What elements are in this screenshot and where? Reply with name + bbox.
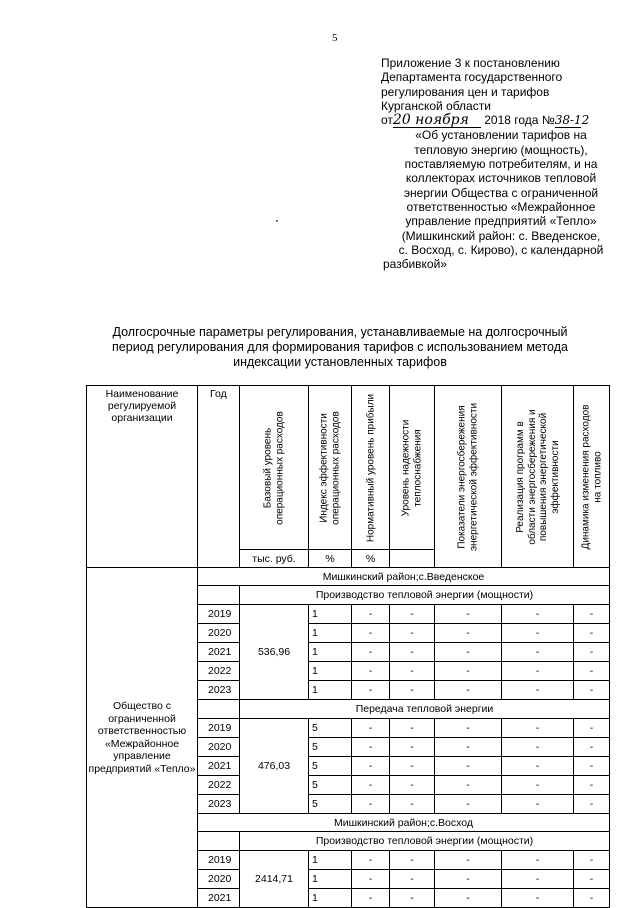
efficiency-index-cell: 1 <box>309 851 352 870</box>
header-efficiency-index: Индекс эффективности операционных расходов <box>309 386 352 550</box>
programs-cell: - <box>502 719 574 738</box>
handwritten-date: 20 ноября <box>393 113 481 128</box>
profit-cell: - <box>352 681 390 700</box>
energy-saving-cell: - <box>435 757 502 776</box>
efficiency-index-cell: 1 <box>309 605 352 624</box>
reliability-cell: - <box>390 605 435 624</box>
title-line: индексации установленных тарифов <box>233 355 447 369</box>
fuel-dynamics-cell: - <box>574 795 610 814</box>
year-cell: 2023 <box>198 681 240 700</box>
subject-line: энергии Общества с ограниченной <box>403 185 599 200</box>
energy-saving-cell: - <box>435 738 502 757</box>
header-year: Год <box>198 386 240 568</box>
year-cell: 2020 <box>198 870 240 889</box>
organization-name: Общество с ограниченной ответственностью «Межрайонное управление предприятий «Тепло» <box>87 568 198 908</box>
programs-cell: - <box>502 643 574 662</box>
efficiency-index-cell: 1 <box>309 681 352 700</box>
subject-line: управление предприятий «Тепло» <box>405 214 597 229</box>
fuel-dynamics-cell: - <box>574 605 610 624</box>
reliability-cell: - <box>390 870 435 889</box>
fuel-dynamics-cell: - <box>574 624 610 643</box>
profit-cell: - <box>352 624 390 643</box>
district-row <box>87 568 610 586</box>
energy-saving-cell: - <box>435 605 502 624</box>
fuel-dynamics-cell: - <box>574 662 610 681</box>
energy-saving-cell: - <box>435 870 502 889</box>
unit-base-level: тыс. руб. <box>240 550 309 568</box>
profit-cell: - <box>352 870 390 889</box>
fuel-dynamics-cell: - <box>574 776 610 795</box>
year-cell: 2020 <box>198 738 240 757</box>
profit-cell: - <box>352 795 390 814</box>
activity-name: Передача тепловой энергии <box>240 700 610 719</box>
reliability-cell: - <box>390 738 435 757</box>
fuel-dynamics-cell: - <box>574 643 610 662</box>
reliability-cell: - <box>390 719 435 738</box>
fuel-dynamics-cell: - <box>574 870 610 889</box>
header-row <box>87 386 610 550</box>
page-number: 5 <box>332 32 338 44</box>
reliability-cell: - <box>390 889 435 908</box>
reliability-cell: - <box>390 681 435 700</box>
activity-spacer <box>198 586 240 605</box>
subject-line: с. Восход, с. Кирово), с календарной <box>398 242 604 257</box>
programs-cell: - <box>502 851 574 870</box>
subject-line: ответственностью «Межрайонное <box>406 199 596 214</box>
activity-name: Производство тепловой энергии (мощности) <box>240 832 610 851</box>
fuel-dynamics-cell: - <box>574 681 610 700</box>
unit-reliability <box>390 550 435 568</box>
energy-saving-cell: - <box>435 662 502 681</box>
district-name: Мишкинский район;с.Восход <box>198 814 610 832</box>
reliability-cell: - <box>390 643 435 662</box>
programs-cell: - <box>502 776 574 795</box>
year-cell: 2021 <box>198 643 240 662</box>
profit-cell: - <box>352 643 390 662</box>
efficiency-index-cell: 5 <box>309 719 352 738</box>
efficiency-index-cell: 5 <box>309 757 352 776</box>
appendix-subject <box>381 128 621 271</box>
appendix-line: Приложение 3 к постановлению <box>381 56 560 70</box>
base-level-cell: 2414,71 <box>240 851 309 908</box>
profit-cell: - <box>352 719 390 738</box>
base-level-cell: 536,96 <box>240 605 309 700</box>
profit-cell: - <box>352 776 390 795</box>
subject-line: поставляемую потребителям, и на <box>404 157 598 172</box>
fuel-dynamics-cell: - <box>574 719 610 738</box>
efficiency-index-cell: 1 <box>309 624 352 643</box>
header-profit-level: Нормативный уровень прибыли <box>352 386 390 550</box>
programs-cell: - <box>502 757 574 776</box>
subject-line: «Об установлении тарифов на <box>415 128 587 143</box>
year-cell: 2019 <box>198 719 240 738</box>
programs-cell: - <box>502 870 574 889</box>
district-name: Мишкинский район;с.Введенское <box>198 568 610 586</box>
efficiency-index-cell: 1 <box>309 889 352 908</box>
unit-profit-level: % <box>352 550 390 568</box>
year-cell: 2021 <box>198 889 240 908</box>
header-energy-saving: Показатели энергосбережения энергетической эффективности <box>435 386 502 568</box>
fuel-dynamics-cell: - <box>574 851 610 870</box>
reliability-cell: - <box>390 851 435 870</box>
efficiency-index-cell: 5 <box>309 795 352 814</box>
appendix-block <box>381 56 621 271</box>
programs-cell: - <box>502 662 574 681</box>
programs-cell: - <box>502 889 574 908</box>
energy-saving-cell: - <box>435 719 502 738</box>
activity-spacer <box>198 700 240 719</box>
programs-cell: - <box>502 795 574 814</box>
subject-line: тепловую энергию (мощность), <box>414 142 588 157</box>
profit-cell: - <box>352 662 390 681</box>
appendix-line: Департамента государственного <box>381 70 563 85</box>
year-cell: 2021 <box>198 757 240 776</box>
activity-spacer <box>198 832 240 851</box>
reliability-cell: - <box>390 624 435 643</box>
reliability-cell: - <box>390 776 435 795</box>
title-line: период регулирования для формирования тарифов с использованием метода <box>112 340 568 354</box>
activity-name: Производство тепловой энергии (мощности) <box>240 586 610 605</box>
year-cell: 2022 <box>198 776 240 795</box>
profit-cell: - <box>352 605 390 624</box>
subject-line: разбивкой» <box>383 257 447 272</box>
programs-cell: - <box>502 738 574 757</box>
efficiency-index-cell: 1 <box>309 870 352 889</box>
energy-saving-cell: - <box>435 851 502 870</box>
programs-cell: - <box>502 605 574 624</box>
programs-cell: - <box>502 624 574 643</box>
fuel-dynamics-cell: - <box>574 889 610 908</box>
programs-cell: - <box>502 681 574 700</box>
header-reliability: Уровень надежности теплоснабжения <box>390 386 435 550</box>
energy-saving-cell: - <box>435 795 502 814</box>
profit-cell: - <box>352 889 390 908</box>
parameters-table <box>86 385 610 908</box>
date-prefix: от <box>381 113 393 128</box>
subject-line: (Мишкинский район: с. Введенское, <box>401 228 601 243</box>
year-cell: 2023 <box>198 795 240 814</box>
energy-saving-cell: - <box>435 889 502 908</box>
reliability-cell: - <box>390 662 435 681</box>
document-title <box>40 325 640 370</box>
efficiency-index-cell: 5 <box>309 738 352 757</box>
appendix-line: регулирования цен и тарифов <box>381 84 550 99</box>
date-suffix: 2018 года № <box>484 113 555 128</box>
scan-speck <box>276 220 278 222</box>
fuel-dynamics-cell: - <box>574 757 610 776</box>
header-fuel-dynamics: Динамика изменения расходов на топливо <box>574 386 610 568</box>
header-base-level: Базовый уровень операционных расходов <box>240 386 309 550</box>
profit-cell: - <box>352 738 390 757</box>
efficiency-index-cell: 5 <box>309 776 352 795</box>
year-cell: 2019 <box>198 605 240 624</box>
base-level-cell: 476,03 <box>240 719 309 814</box>
energy-saving-cell: - <box>435 643 502 662</box>
year-cell: 2020 <box>198 624 240 643</box>
handwritten-number: 38-12 <box>554 113 590 128</box>
header-org-name: Наименование регулируемой организации <box>87 386 198 568</box>
appendix-line: Курганской области <box>381 98 491 113</box>
efficiency-index-cell: 1 <box>309 662 352 681</box>
efficiency-index-cell: 1 <box>309 643 352 662</box>
reliability-cell: - <box>390 795 435 814</box>
energy-saving-cell: - <box>435 776 502 795</box>
energy-saving-cell: - <box>435 681 502 700</box>
energy-saving-cell: - <box>435 624 502 643</box>
fuel-dynamics-cell: - <box>574 738 610 757</box>
subject-line: коллекторах источников тепловой <box>405 171 597 186</box>
profit-cell: - <box>352 757 390 776</box>
unit-efficiency-index: % <box>309 550 352 568</box>
profit-cell: - <box>352 851 390 870</box>
year-cell: 2022 <box>198 662 240 681</box>
title-line: Долгосрочные параметры регулирования, устанавливаемые на долгосрочный <box>112 325 568 339</box>
year-cell: 2019 <box>198 851 240 870</box>
reliability-cell: - <box>390 757 435 776</box>
header-programs: Реализация программ в области энергосбережения и повышения энергетической эффективности <box>502 386 574 568</box>
appendix-date-line <box>381 113 621 128</box>
